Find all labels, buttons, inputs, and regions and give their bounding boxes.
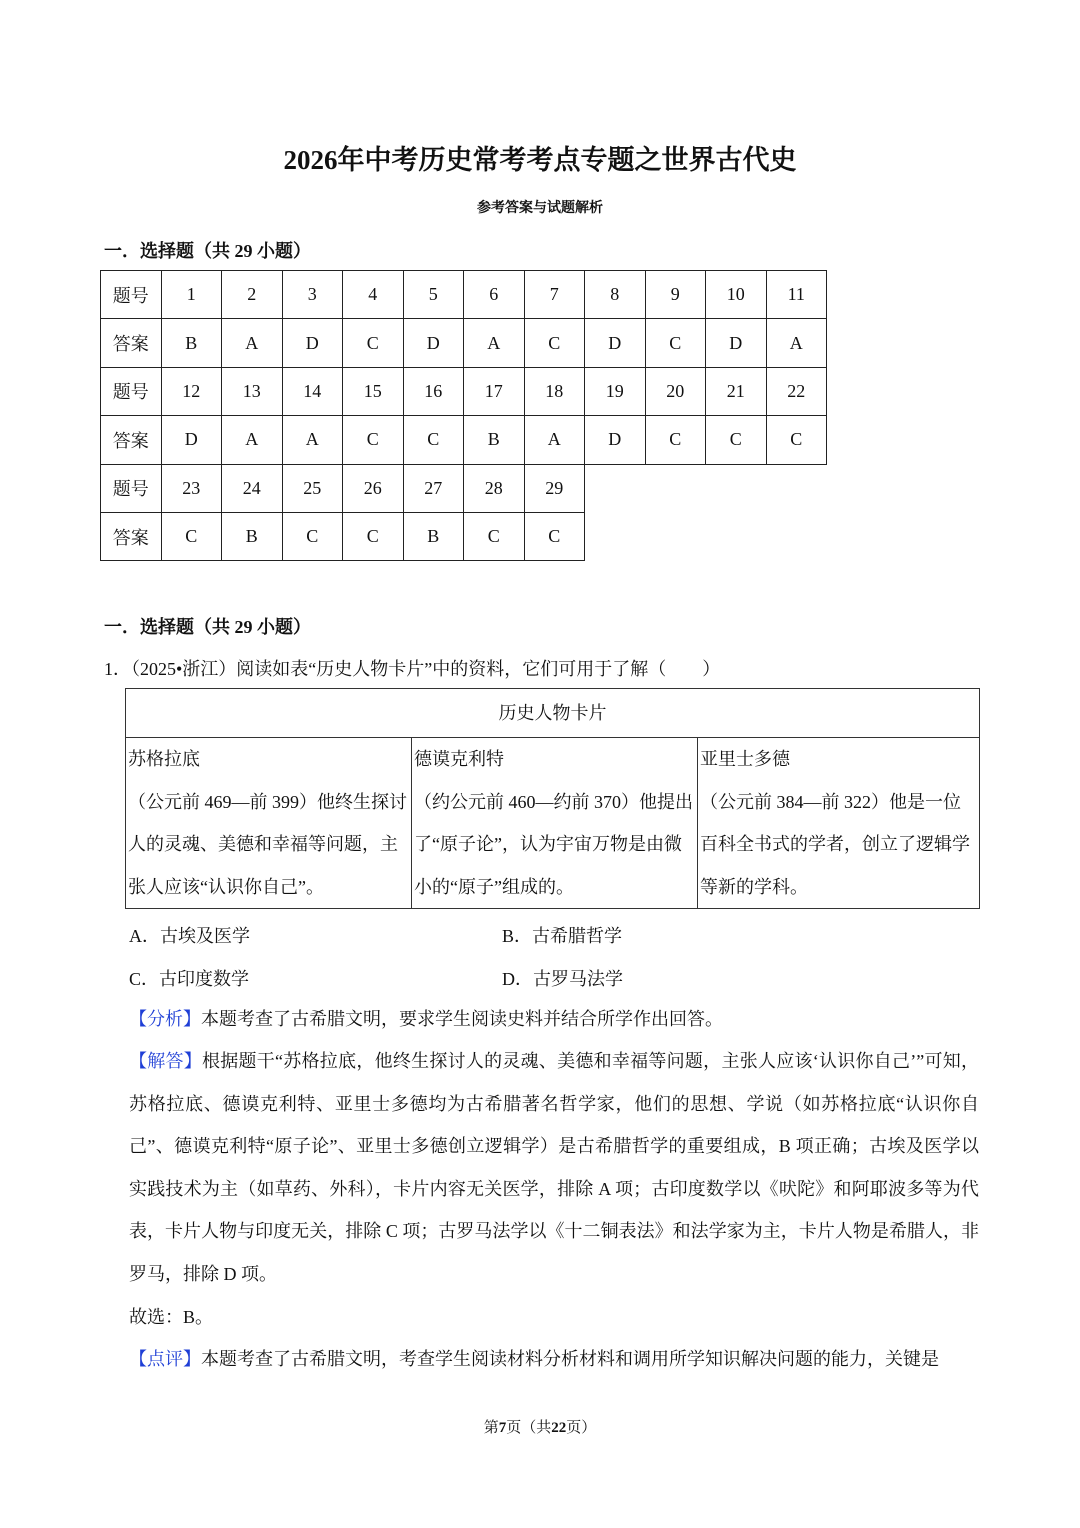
answer-letter: C bbox=[282, 512, 343, 560]
answer-letter: A bbox=[282, 416, 343, 464]
figure-name: 亚里士多德 bbox=[700, 749, 790, 769]
answer-letter: C bbox=[343, 319, 404, 367]
section-heading: 一．选择题（共 29 小题） bbox=[104, 617, 311, 637]
analysis-text: 本题考查了古希腊文明，要求学生阅读史料并结合所学作出回答。 bbox=[201, 1009, 723, 1029]
page-total: 22 bbox=[551, 1420, 567, 1436]
table-row bbox=[101, 416, 827, 464]
comment-tag: 【点评】 bbox=[129, 1349, 201, 1369]
figure-name: 德谟克利特 bbox=[414, 749, 504, 769]
answer-letter: D bbox=[161, 416, 222, 464]
question-number: 3 bbox=[282, 271, 343, 319]
answer-letter: D bbox=[403, 319, 464, 367]
question-number: 24 bbox=[222, 464, 283, 512]
card-cell bbox=[412, 738, 698, 909]
question-number: 1 bbox=[161, 271, 222, 319]
figure-desc: （公元前 469—前 399）他终生探讨人的灵魂、美德和幸福等问题，主张人应该“认识你自己”。 bbox=[128, 791, 407, 897]
question-number: 22 bbox=[766, 367, 827, 415]
answer-letter-label: 答案 bbox=[101, 416, 162, 464]
question-number: 26 bbox=[343, 464, 404, 512]
table-row bbox=[101, 512, 827, 560]
answer-text: 根据题干“苏格拉底，他终生探讨人的灵魂、美德和幸福等问题，主张人应该‘认识你自己’”可知，苏格拉底、德谟克利特、亚里士多德均为古希腊著名哲学家，他们的思想、学说（如苏格拉底“认识你自己”、德谟克利特“原子论”、亚里士多德创立逻辑学）是古希腊哲学的重要组成，B 项正确；古埃及医学以实践技术为主（如草药、外科），卡片内容无关医学，排除 A 项；古印度数学以《吠陀》和阿耶波多等为代表，卡片人物与印度无关，排除 C 项；古罗马法学以《十二铜表法》和法学家为主，卡片人物是希腊人，非罗马，排除 D 项。 bbox=[129, 1051, 980, 1284]
option-b: B．古希腊哲学 bbox=[502, 926, 623, 946]
question-number: 17 bbox=[464, 367, 525, 415]
answer-letter: A bbox=[464, 319, 525, 367]
answer-key-table bbox=[100, 270, 827, 561]
option-d: D．古罗马法学 bbox=[502, 969, 623, 989]
answer-letter: D bbox=[585, 416, 646, 464]
question-number: 13 bbox=[222, 367, 283, 415]
question-number: 23 bbox=[161, 464, 222, 512]
question-number: 14 bbox=[282, 367, 343, 415]
question-number: 4 bbox=[343, 271, 404, 319]
answer-letter: A bbox=[222, 319, 283, 367]
answer-letter: C bbox=[766, 416, 827, 464]
question-number: 28 bbox=[464, 464, 525, 512]
answer-letter: A bbox=[524, 416, 585, 464]
document-subtitle: 参考答案与试题解析 bbox=[477, 201, 603, 216]
analysis-paragraph bbox=[129, 998, 979, 1041]
answer-letter-label: 答案 bbox=[101, 319, 162, 367]
option-c: C．古印度数学 bbox=[129, 969, 250, 989]
answer-letter: C bbox=[464, 512, 525, 560]
question-number: 18 bbox=[524, 367, 585, 415]
answer-letter: C bbox=[343, 416, 404, 464]
question-number: 29 bbox=[524, 464, 585, 512]
question-number: 25 bbox=[282, 464, 343, 512]
answer-letter: C bbox=[706, 416, 767, 464]
figure-name: 苏格拉底 bbox=[128, 749, 200, 769]
answer-letter: C bbox=[645, 416, 706, 464]
page-number: 7 bbox=[498, 1420, 507, 1436]
question-number: 2 bbox=[222, 271, 283, 319]
question-number: 7 bbox=[524, 271, 585, 319]
question-number: 15 bbox=[343, 367, 404, 415]
figure-desc: （公元前 384—前 322）他是一位百科全书式的学者，创立了逻辑学等新的学科。 bbox=[700, 791, 970, 897]
figure-desc: （约公元前 460—约前 370）他提出了“原子论”，认为宇宙万物是由微小的“原子”组成的。 bbox=[414, 791, 693, 897]
question-number: 10 bbox=[706, 271, 767, 319]
question-number-label: 题号 bbox=[101, 271, 162, 319]
footer-text: 第 bbox=[483, 1420, 499, 1436]
comment-text: 本题考查了古希腊文明，考查学生阅读材料分析材料和调用所学知识解决问题的能力，关键是 bbox=[201, 1349, 939, 1369]
answer-letter: C bbox=[524, 319, 585, 367]
question-number: 12 bbox=[161, 367, 222, 415]
answer-letter: C bbox=[403, 416, 464, 464]
question-number-label: 题号 bbox=[101, 367, 162, 415]
section-heading: 一．选择题（共 29 小题） bbox=[104, 241, 311, 261]
answer-letter: A bbox=[766, 319, 827, 367]
answer-letter: B bbox=[222, 512, 283, 560]
choice-line: 故选：B。 bbox=[129, 1307, 214, 1327]
question-number: 6 bbox=[464, 271, 525, 319]
card-cell bbox=[698, 738, 980, 909]
document-title: 2026年中考历史常考考点专题之世界古代史 bbox=[283, 145, 797, 175]
question-number: 11 bbox=[766, 271, 827, 319]
analysis-tag: 【分析】 bbox=[129, 1009, 201, 1029]
answer-paragraph bbox=[129, 1040, 979, 1295]
answer-letter: C bbox=[645, 319, 706, 367]
page-footer bbox=[0, 1416, 1080, 1437]
answer-letter-label: 答案 bbox=[101, 512, 162, 560]
table-row bbox=[101, 367, 827, 415]
table-row bbox=[101, 271, 827, 319]
answer-letter: C bbox=[343, 512, 404, 560]
question-number: 19 bbox=[585, 367, 646, 415]
card-title: 历史人物卡片 bbox=[126, 689, 980, 738]
question-number: 21 bbox=[706, 367, 767, 415]
answer-letter: D bbox=[585, 319, 646, 367]
question-number: 16 bbox=[403, 367, 464, 415]
question-number: 27 bbox=[403, 464, 464, 512]
answer-letter: C bbox=[161, 512, 222, 560]
answer-tag: 【解答】 bbox=[129, 1051, 203, 1071]
card-cell bbox=[126, 738, 412, 909]
question-number: 5 bbox=[403, 271, 464, 319]
figure-card-table bbox=[125, 688, 980, 909]
option-a: A．古埃及医学 bbox=[129, 926, 250, 946]
question-number-label: 题号 bbox=[101, 464, 162, 512]
answer-letter: C bbox=[524, 512, 585, 560]
answer-letter: B bbox=[161, 319, 222, 367]
answer-letter: D bbox=[706, 319, 767, 367]
answer-letter: B bbox=[464, 416, 525, 464]
footer-text: 页（共 bbox=[506, 1420, 552, 1436]
answer-letter: B bbox=[403, 512, 464, 560]
question-number: 20 bbox=[645, 367, 706, 415]
answer-letter: D bbox=[282, 319, 343, 367]
question-number: 9 bbox=[645, 271, 706, 319]
comment-paragraph bbox=[129, 1338, 979, 1381]
question-number: 8 bbox=[585, 271, 646, 319]
table-row bbox=[101, 464, 827, 512]
answer-letter: A bbox=[222, 416, 283, 464]
footer-text: 页） bbox=[566, 1420, 597, 1436]
table-row bbox=[101, 319, 827, 367]
question-stem: 1．（2025•浙江）阅读如表“历史人物卡片”中的资料，它们可用于了解（ ） bbox=[104, 659, 721, 679]
